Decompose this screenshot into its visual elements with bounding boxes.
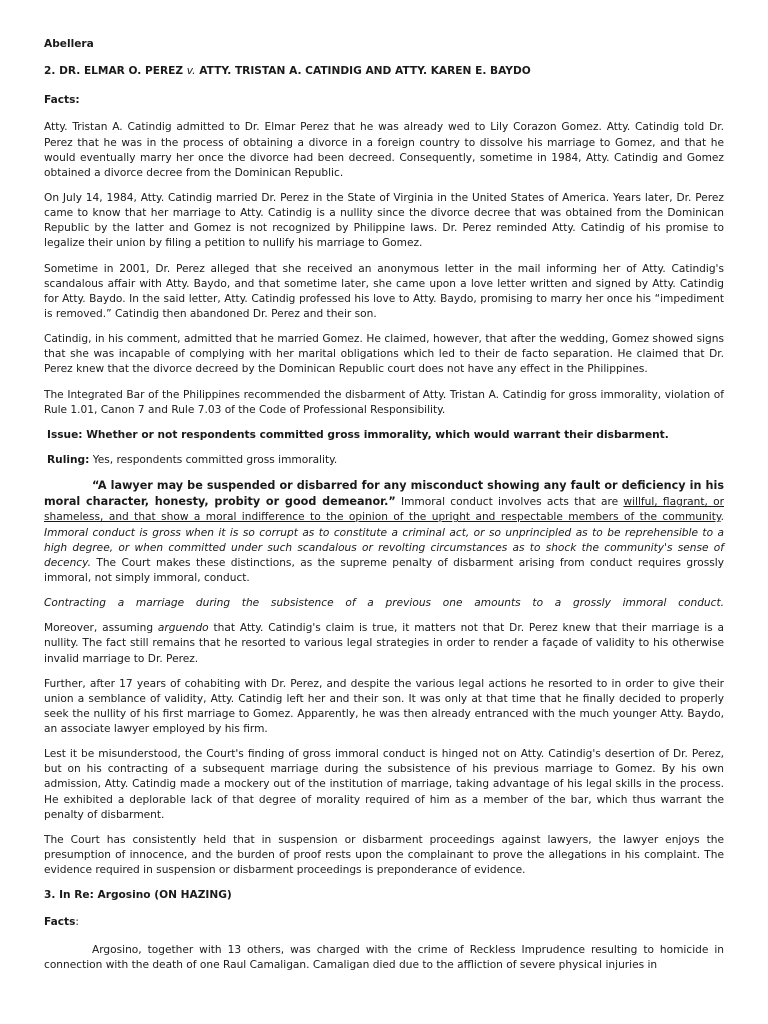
- case-2-quote-period: .: [720, 511, 724, 524]
- case-2-facts-paragraph-4: Catindig, in his comment, admitted that he married Gomez. He claimed, however, that after the wedding, Gomez showed signs that she was incapable of complying with her marital obligations which led to their de facto separation. He claimed that Dr. Perez knew that the divorce decreed by the Dominican Republic court does not have any effect in the Philippines.: [44, 333, 724, 376]
- case-2-lest: Lest it be misunderstood, the Court's finding of gross immoral conduct is hinged not on Atty. Catindig's desertion of Dr. Perez, but on his contracting of a subsequent marriage during the subsistence of his previous marriage to Gomez. By his own admission, Atty. Catindig made a mockery out of the institution of marriage, taking advantage of his legal skills in the process. He exhibited a deplorable lack of that degree of morality required of him as a member of the bar, which thus warrant the penalty of disbarment.: [44, 748, 724, 821]
- case-2-ruling-text: Yes, respondents committed gross immorality.: [89, 453, 338, 466]
- case-3-facts-heading: [44, 915, 724, 930]
- case-2-facts-paragraph-2: On July 14, 1984, Atty. Catindig married Dr. Perez in the State of Virginia in the United States of America. Years later, Dr. Perez came to know that her marriage to Atty. Catindig is a nullity since the divorce decree that was obtained from the Dominican Republic by the latter and Gomez is not recognized by Philippine laws. Dr. Perez reminded Atty. Catindig of his promise to legalize their union by filing a petition to nullify his marriage to Gomez.: [44, 191, 724, 250]
- case-3-title: 3. In Re: Argosino (ON HAZING): [44, 889, 232, 902]
- case-2-facts-paragraph-5: The Integrated Bar of the Philippines recommended the disbarment of Atty. Tristan A. Catindig for gross immorality, violation of Rule 1.01, Canon 7 and Rule 7.03 of the Code of Professional Responsibility.: [44, 388, 724, 416]
- case-2-further: Further, after 17 years of cohabiting with Dr. Perez, and despite the various legal actions he resorted to in order to give their union a semblance of validity, Atty. Catindig left her and their son. It was only at that time that he finally decided to properly seek the nullity of his first marriage to Gomez. Apparently, he was then already entranced with the much younger Atty. Baydo, an associate lawyer employed by his firm.: [44, 677, 724, 736]
- case-2-quote-bold: “A lawyer may be suspended or disbarred for any misconduct showing any fault or deficiency in his moral character, honesty, probity or good demeanor.”: [44, 479, 724, 509]
- case-2-quote-italic: Immoral conduct is gross when it is so corrupt as to constitute a criminal act, or so unprincipled as to be reprehensible to a high degree, or when committed under such scandalous or revolting circumstances as to shock the community's sense of decency.: [44, 526, 724, 569]
- author-name: Abellera: [44, 38, 94, 50]
- case-2-title-rest: ATTY. TRISTAN A. CATINDIG AND ATTY. KAREN E. BAYDO: [195, 65, 531, 78]
- case-2-contracting: Contracting a marriage during the subsistence of a previous one amounts to a grossly immoral conduct.: [44, 597, 724, 610]
- case-2-moreover-a: Moreover, assuming: [44, 622, 158, 635]
- case-2-moreover-arguendo: arguendo: [157, 622, 209, 635]
- case-2-court: The Court has consistently held that in suspension or disbarment proceedings against lawyers, the lawyer enjoys the presumption of innocence, and the burden of proof rests upon the complainant to prove the allegations in his complaint. The evidence required in suspension or disbarment proceedings is preponderance of evidence.: [44, 833, 724, 877]
- case-2-title-number: 2. DR. ELMAR O. PEREZ: [44, 65, 187, 78]
- case-2-title-v: v.: [186, 65, 196, 78]
- case-2-facts-heading: Facts:: [44, 94, 80, 107]
- case-2-ruling: [47, 453, 724, 468]
- case-2-issue: Issue: Whether or not respondents committed gross immorality, which would warrant their disbarment.: [47, 428, 669, 441]
- case-3-facts-paragraph-1: Argosino, together with 13 others, was charged with the crime of Reckless Imprudence resulting to homicide in connection with the death of one Raul Camaligan. Camaligan died due to the affliction of severe physical injuries in: [44, 943, 724, 971]
- case-2-quote-paragraph: [44, 478, 724, 586]
- case-2-facts-paragraph-1: Atty. Tristan A. Catindig admitted to Dr. Elmar Perez that he was already wed to Lily Corazon Gomez. Atty. Catindig told Dr. Perez that he was in the process of obtaining a divorce in a foreign country to dissolve his marriage to Gomez, and that he would eventually marry her once the divorce had been decreed. Consequently, sometime in 1984, Atty. Catindig and Gomez obtained a divorce decree from the Dominican Republic.: [44, 121, 724, 179]
- case-2-moreover-b: that Atty. Catindig's claim is true, it matters not that Dr. Perez knew that their marriage is a nullity. The fact still remains that he resorted to various legal strategies in order to render a façade of validity to his otherwise invalid marriage to Dr. Perez.: [44, 622, 725, 665]
- case-2-facts-paragraph-3: Sometime in 2001, Dr. Perez alleged that she received an anonymous letter in the mail informing her of Atty. Catindig's scandalous affair with Atty. Baydo, and that sometime later, she came upon a love letter written and signed by Atty. Catindig for Atty. Baydo. In the said letter, Atty. Catindig professed his love to Atty. Baydo, promising to marry her once his “impediment is removed.” Catindig then abandoned Dr. Perez and their son.: [44, 262, 724, 320]
- case-2-quote-tail: The Court makes these distinctions, as the supreme penalty of disbarment arising from conduct requires grossly immoral, not simply immoral, conduct.: [44, 556, 724, 584]
- case-2-moreover: [44, 621, 724, 666]
- case-2-title: [44, 64, 724, 79]
- case-2-ruling-label: Ruling:: [47, 453, 90, 466]
- case-2-quote-underline: willful, flagrant, or shameless, and that show a moral indifference to the opinion of the upright and respectable members of the community: [44, 496, 725, 524]
- case-2-quote-plain: Immoral conduct involves acts that are: [395, 496, 624, 509]
- case-3-facts-colon: :: [75, 916, 79, 929]
- case-3-facts-label: Facts: [44, 916, 76, 929]
